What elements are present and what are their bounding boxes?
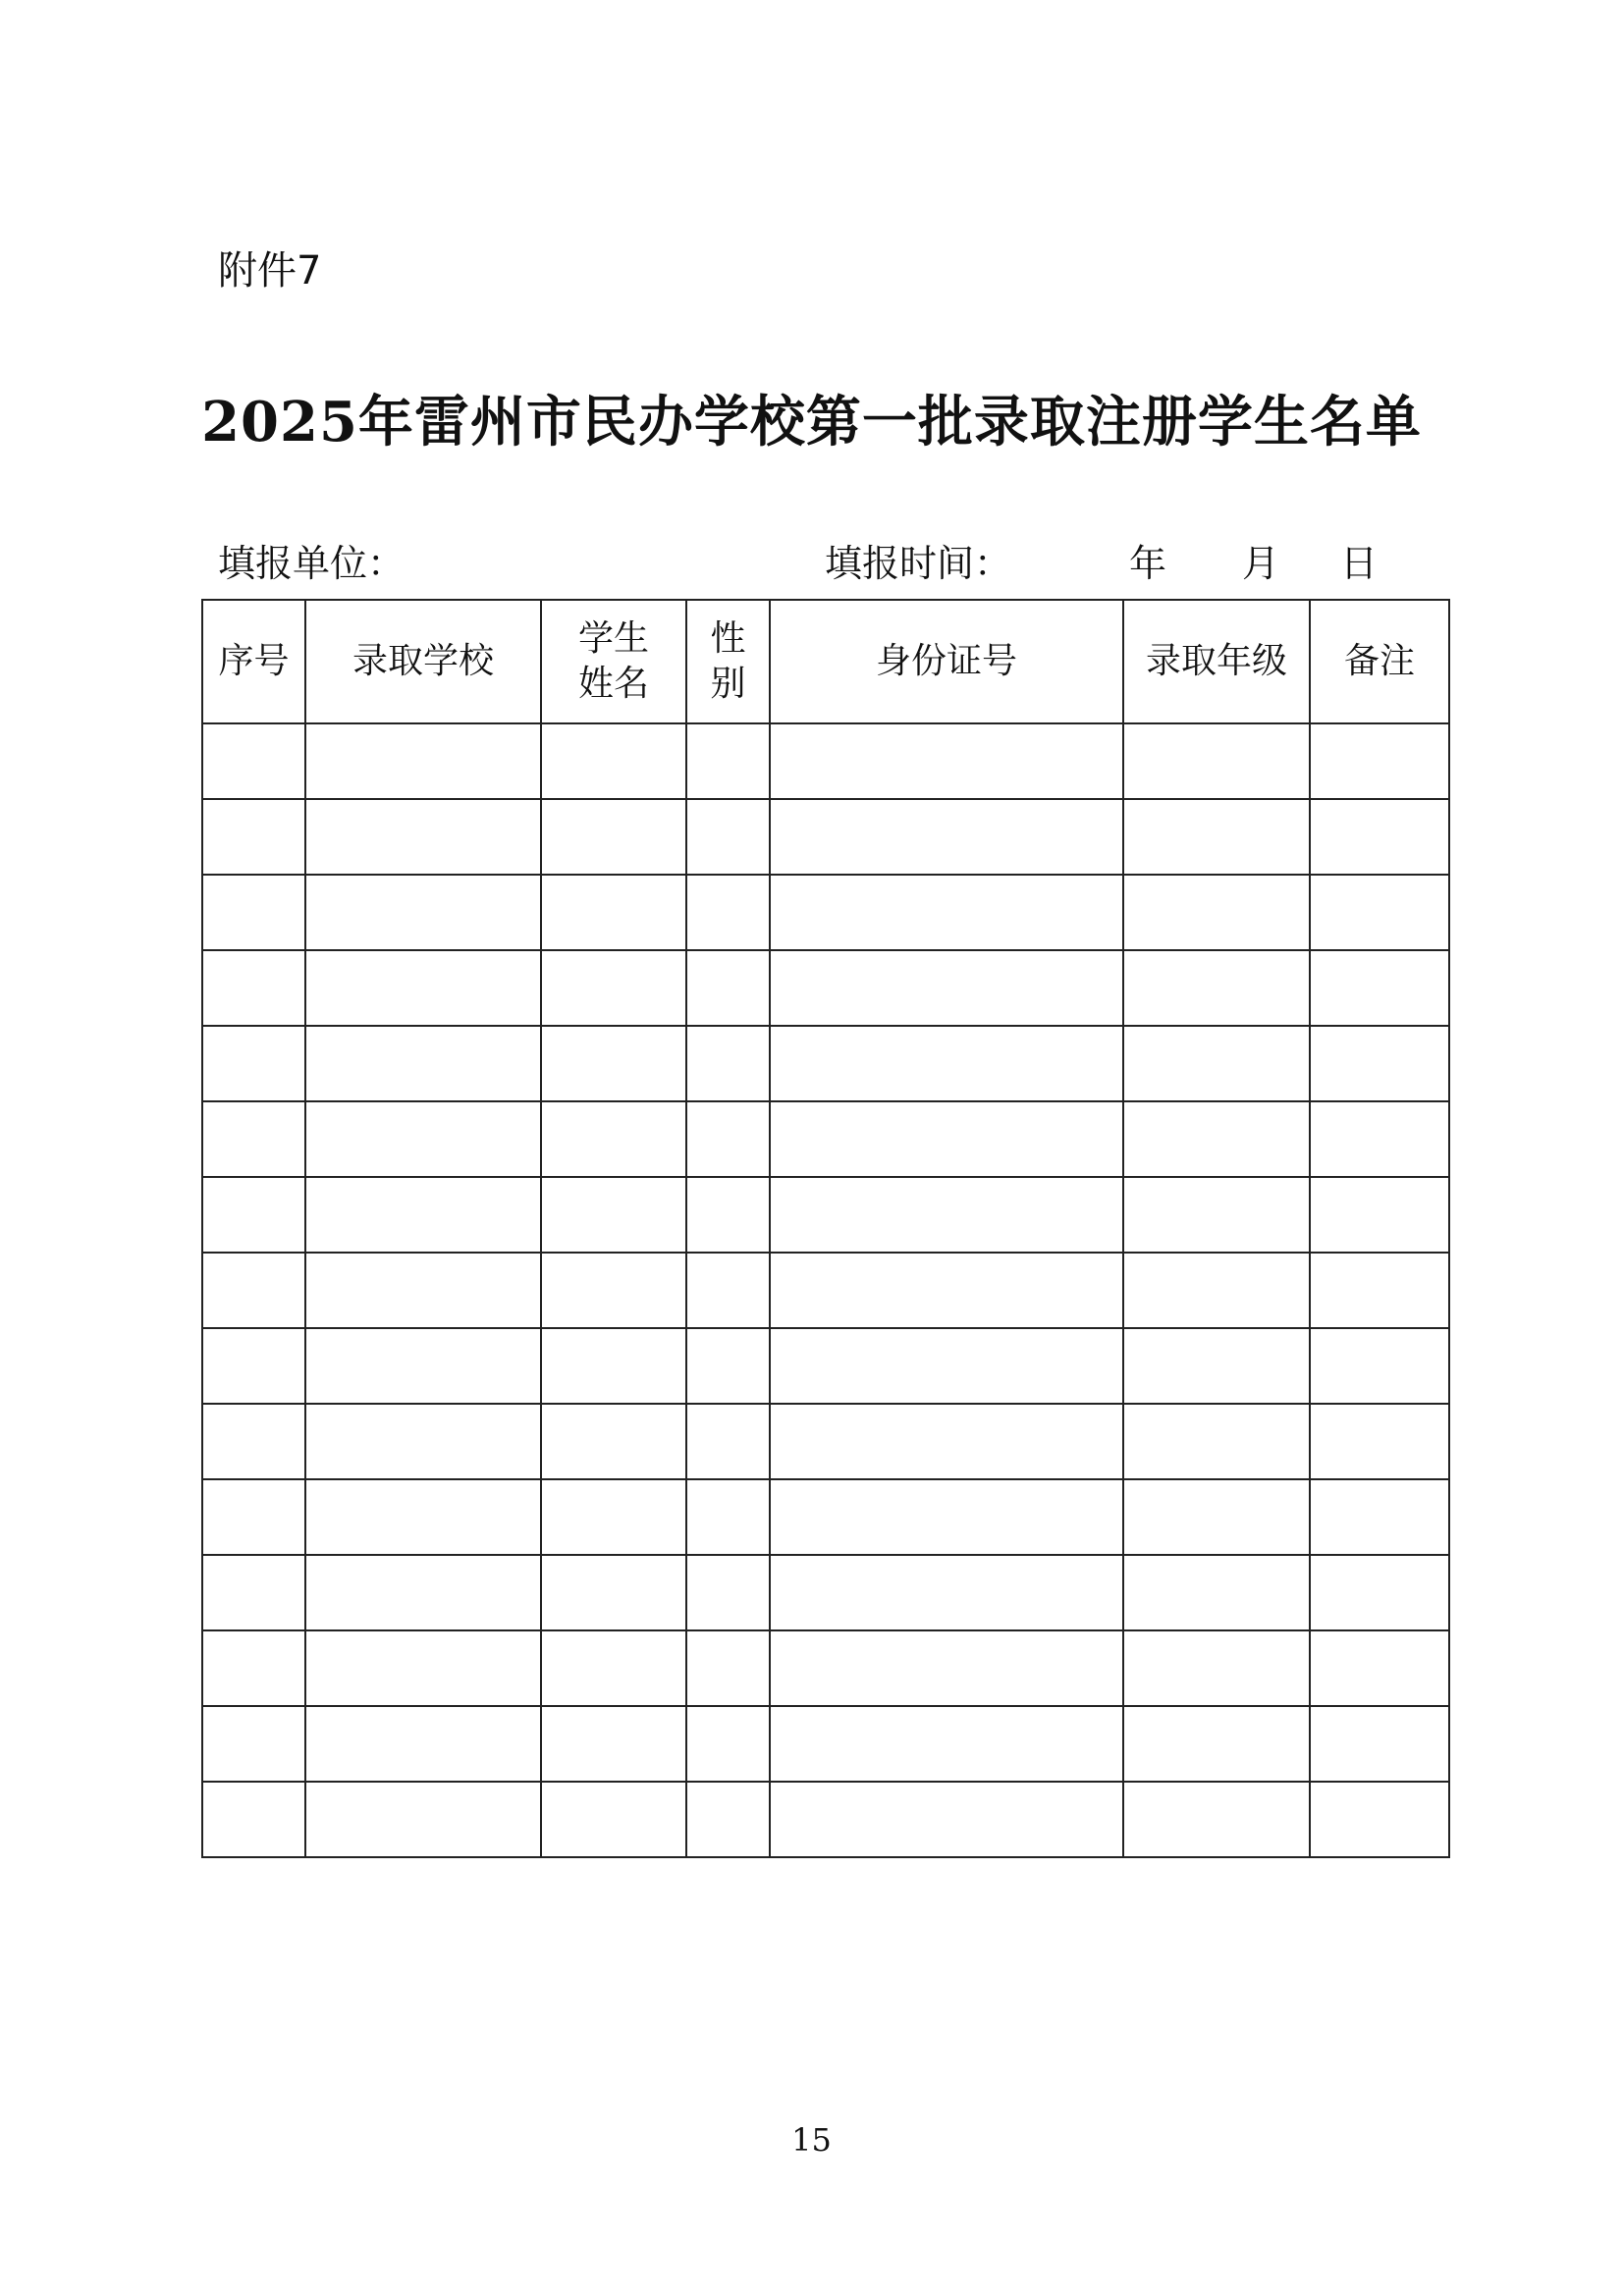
cell-student-name <box>541 1253 686 1328</box>
cell-note <box>1310 1328 1449 1404</box>
cell-grade <box>1123 1706 1310 1782</box>
cell-school <box>305 1706 541 1782</box>
cell-seq <box>202 1177 305 1253</box>
cell-gender <box>686 799 770 875</box>
cell-school <box>305 1630 541 1706</box>
cell-id-number <box>770 1101 1123 1177</box>
cell-student-name <box>541 799 686 875</box>
cell-grade <box>1123 950 1310 1026</box>
cell-id-number <box>770 1782 1123 1857</box>
cell-seq <box>202 1555 305 1630</box>
table-body <box>202 723 1449 1857</box>
cell-id-number <box>770 1706 1123 1782</box>
fill-day-label: 日 <box>1340 542 1379 585</box>
cell-gender <box>686 1555 770 1630</box>
table-header-row <box>202 600 1449 723</box>
header-gender <box>686 600 770 723</box>
cell-school <box>305 1101 541 1177</box>
cell-school <box>305 799 541 875</box>
cell-grade <box>1123 799 1310 875</box>
fill-unit-label: 填报单位： <box>218 542 406 585</box>
cell-school <box>305 1026 541 1101</box>
cell-gender <box>686 1177 770 1253</box>
cell-student-name <box>541 1101 686 1177</box>
cell-grade <box>1123 1555 1310 1630</box>
fill-year-label: 年 <box>1129 542 1167 585</box>
cell-note <box>1310 875 1449 950</box>
cell-student-name <box>541 1404 686 1479</box>
page-number: 15 <box>791 2121 832 2159</box>
cell-note <box>1310 1479 1449 1555</box>
cell-id-number <box>770 799 1123 875</box>
header-school: 录取学校 <box>305 600 541 723</box>
header-id-number: 身份证号 <box>770 600 1123 723</box>
header-student-name-line2: 姓名 <box>577 664 649 704</box>
cell-gender <box>686 1706 770 1782</box>
cell-id-number <box>770 1555 1123 1630</box>
cell-seq <box>202 1328 305 1404</box>
cell-student-name <box>541 1555 686 1630</box>
fill-time-label: 填报时间： <box>825 542 1012 585</box>
table-row <box>202 875 1449 950</box>
annex-label: 附件7 <box>218 248 322 294</box>
header-note: 备注 <box>1310 600 1449 723</box>
cell-grade <box>1123 1782 1310 1857</box>
cell-gender <box>686 1101 770 1177</box>
header-student-name <box>541 600 686 723</box>
table-row <box>202 1630 1449 1706</box>
table-row <box>202 1101 1449 1177</box>
cell-student-name <box>541 723 686 799</box>
cell-school <box>305 1555 541 1630</box>
cell-note <box>1310 1026 1449 1101</box>
table-row <box>202 1479 1449 1555</box>
header-grade: 录取年级 <box>1123 600 1310 723</box>
cell-note <box>1310 1404 1449 1479</box>
cell-grade <box>1123 1101 1310 1177</box>
cell-student-name <box>541 1177 686 1253</box>
cell-gender <box>686 950 770 1026</box>
cell-school <box>305 875 541 950</box>
cell-grade <box>1123 1328 1310 1404</box>
cell-note <box>1310 1101 1449 1177</box>
table-row <box>202 723 1449 799</box>
header-student-name-line1: 学生 <box>577 618 649 659</box>
header-gender-line1: 性 <box>710 618 746 659</box>
table-row <box>202 1782 1449 1857</box>
cell-student-name <box>541 950 686 1026</box>
cell-id-number <box>770 1026 1123 1101</box>
table-row <box>202 1706 1449 1782</box>
cell-gender <box>686 1479 770 1555</box>
cell-gender <box>686 1253 770 1328</box>
cell-gender <box>686 1404 770 1479</box>
cell-school <box>305 1479 541 1555</box>
cell-seq <box>202 1630 305 1706</box>
cell-note <box>1310 1630 1449 1706</box>
cell-note <box>1310 1706 1449 1782</box>
cell-student-name <box>541 1706 686 1782</box>
cell-seq <box>202 1782 305 1857</box>
cell-gender <box>686 875 770 950</box>
table-row <box>202 1404 1449 1479</box>
cell-school <box>305 723 541 799</box>
cell-gender <box>686 1782 770 1857</box>
cell-school <box>305 950 541 1026</box>
cell-student-name <box>541 1479 686 1555</box>
cell-seq <box>202 1026 305 1101</box>
cell-student-name <box>541 1026 686 1101</box>
table-row <box>202 1177 1449 1253</box>
cell-note <box>1310 723 1449 799</box>
cell-grade <box>1123 875 1310 950</box>
cell-school <box>305 1404 541 1479</box>
cell-gender <box>686 1328 770 1404</box>
table-row <box>202 1253 1449 1328</box>
cell-student-name <box>541 1630 686 1706</box>
cell-note <box>1310 799 1449 875</box>
cell-school <box>305 1328 541 1404</box>
cell-seq <box>202 1404 305 1479</box>
cell-seq <box>202 1101 305 1177</box>
cell-seq <box>202 1479 305 1555</box>
cell-seq <box>202 799 305 875</box>
cell-seq <box>202 1253 305 1328</box>
table-row <box>202 1026 1449 1101</box>
cell-grade <box>1123 1177 1310 1253</box>
cell-note <box>1310 1177 1449 1253</box>
cell-student-name <box>541 875 686 950</box>
cell-gender <box>686 723 770 799</box>
cell-school <box>305 1177 541 1253</box>
cell-grade <box>1123 723 1310 799</box>
cell-id-number <box>770 1177 1123 1253</box>
cell-student-name <box>541 1328 686 1404</box>
fill-month-label: 月 <box>1242 542 1280 585</box>
document-title: 2025年雷州市民办学校第一批录取注册学生名单 <box>201 390 1422 454</box>
cell-grade <box>1123 1253 1310 1328</box>
cell-school <box>305 1782 541 1857</box>
cell-id-number <box>770 723 1123 799</box>
cell-grade <box>1123 1479 1310 1555</box>
header-gender-line2: 别 <box>710 664 746 704</box>
cell-grade <box>1123 1026 1310 1101</box>
cell-id-number <box>770 1630 1123 1706</box>
cell-school <box>305 1253 541 1328</box>
cell-gender <box>686 1026 770 1101</box>
cell-grade <box>1123 1404 1310 1479</box>
cell-seq <box>202 950 305 1026</box>
header-seq: 序号 <box>202 600 305 723</box>
cell-gender <box>686 1630 770 1706</box>
cell-seq <box>202 1706 305 1782</box>
cell-seq <box>202 723 305 799</box>
cell-student-name <box>541 1782 686 1857</box>
cell-id-number <box>770 1404 1123 1479</box>
cell-id-number <box>770 875 1123 950</box>
cell-note <box>1310 1555 1449 1630</box>
cell-id-number <box>770 1479 1123 1555</box>
cell-id-number <box>770 950 1123 1026</box>
cell-note <box>1310 1782 1449 1857</box>
table-row <box>202 950 1449 1026</box>
cell-id-number <box>770 1328 1123 1404</box>
table-row <box>202 1328 1449 1404</box>
registration-table <box>201 599 1450 1858</box>
cell-grade <box>1123 1630 1310 1706</box>
cell-note <box>1310 950 1449 1026</box>
cell-seq <box>202 875 305 950</box>
table-row <box>202 799 1449 875</box>
cell-id-number <box>770 1253 1123 1328</box>
cell-note <box>1310 1253 1449 1328</box>
table-row <box>202 1555 1449 1630</box>
